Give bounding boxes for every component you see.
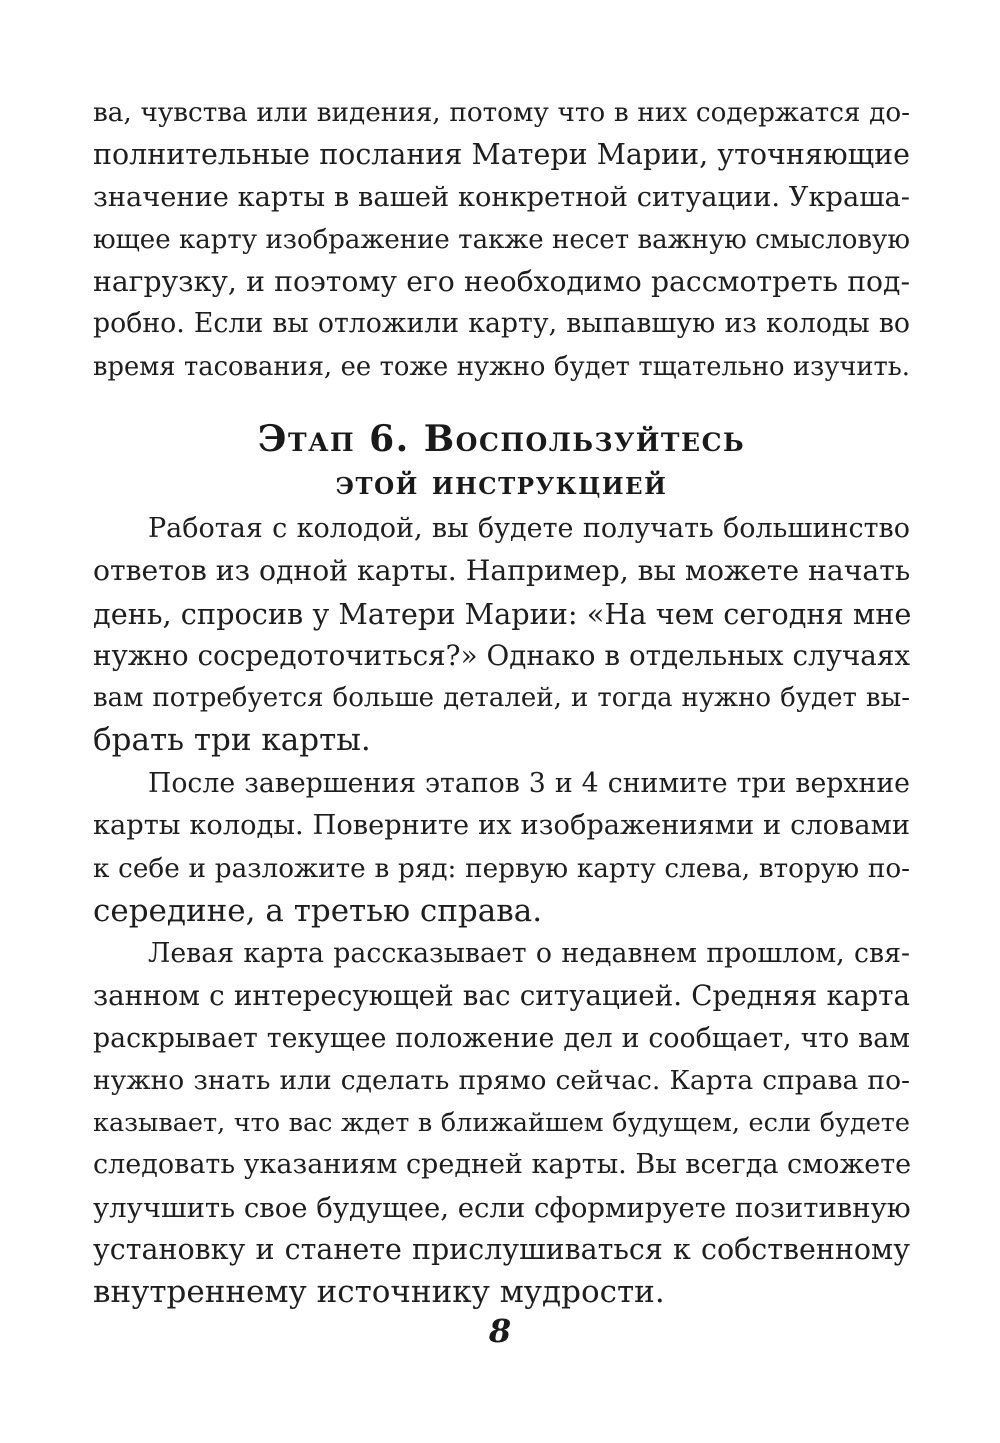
text-line: середине, а третью справа. bbox=[93, 892, 543, 929]
text-line: раскрывает текущее положение дел и сообщает, что вам bbox=[93, 1022, 910, 1054]
text-line: улучшить свое будущее, если сформируете позитивную bbox=[93, 1191, 911, 1224]
text-line: установку и станете прислушиваться к собственному bbox=[93, 1233, 910, 1267]
text-line: полнительные послания Матери Марии, уточняющие bbox=[93, 138, 910, 172]
text-line: Левая карта рассказывает о недавнем прошлом, свя- bbox=[148, 938, 910, 969]
text-line: нагрузку, и поэтому его необходимо рассмотреть под- bbox=[93, 265, 910, 299]
text-line: казывает, что вас ждет в ближайшем будущем, если будете bbox=[93, 1108, 910, 1139]
section-heading-line-2: этой инструкцией bbox=[335, 463, 668, 502]
text-line: ответов из одной карты. Например, вы можете начать bbox=[93, 554, 911, 588]
page-number: 8 bbox=[488, 1312, 512, 1350]
paragraph-3 bbox=[93, 933, 910, 1314]
text-line: брать три карты. bbox=[93, 722, 371, 759]
text-line: Работая с колодой, вы будете получать большинство bbox=[148, 513, 910, 544]
text-line: нужно знать или сделать прямо сейчас. Карта справа по- bbox=[93, 1064, 910, 1096]
section-heading-line-1: Этап 6. Воспользуйтесь bbox=[257, 418, 746, 460]
text-line: значение карты в вашей конкретной ситуации. Украша- bbox=[93, 181, 910, 213]
text-line: карты колоды. Поверните их изображениями и словами bbox=[93, 810, 910, 842]
text-line: к себе и разложите в ряд: первую карту слева, вторую по- bbox=[93, 853, 910, 884]
text-line: внутреннему источнику мудрости. bbox=[93, 1274, 665, 1311]
text-line: занном с интересующей вас ситуацией. Средняя карта bbox=[93, 979, 910, 1013]
paragraph-2 bbox=[93, 763, 910, 932]
text-line: день, спросив у Матери Марии: «На чем сегодня мне bbox=[93, 596, 912, 631]
intro-paragraph bbox=[93, 92, 910, 388]
text-line: нужно сосредоточиться?» Однако в отдельных случаях bbox=[93, 638, 910, 672]
text-line: После завершения этапов 3 и 4 снимите три верхние bbox=[148, 768, 910, 799]
text-line: робно. Если вы отложили карту, выпавшую из колоды во bbox=[93, 308, 910, 340]
text-line: ва, чувства или видения, потому что в них содержатся до- bbox=[93, 98, 910, 128]
text-line: время тасования, ее тоже нужно будет тщательно изучить. bbox=[93, 351, 910, 382]
text-line: вам потребуется больше деталей, и тогда нужно будет вы- bbox=[93, 683, 910, 714]
paragraph-1 bbox=[93, 508, 910, 762]
text-line: следовать указаниям средней карты. Вы всегда сможете bbox=[93, 1149, 912, 1181]
text-line: ющее карту изображение также несет важную смысловую bbox=[93, 224, 910, 255]
